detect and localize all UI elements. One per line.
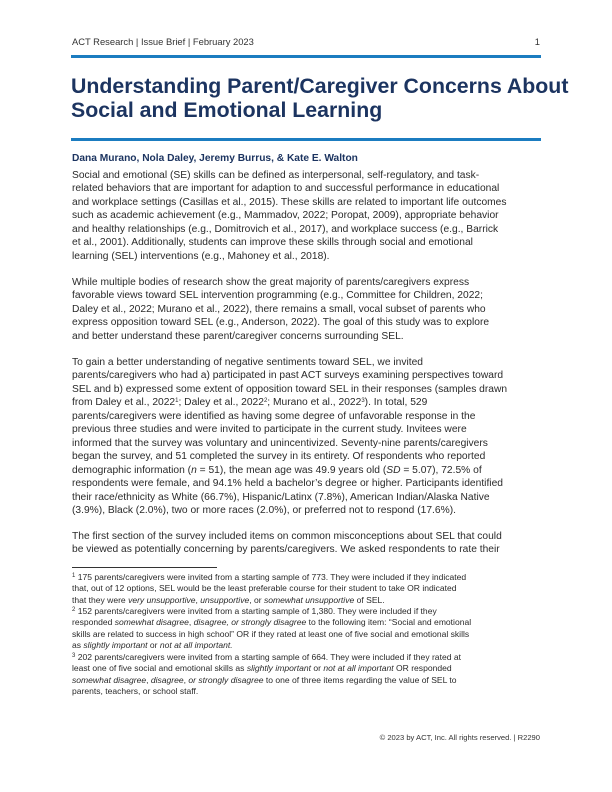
italic-text: somewhat unsupportive bbox=[263, 594, 355, 605]
footnote-marker[interactable]: 2 bbox=[72, 607, 76, 613]
text-segment: ). In total, 529 bbox=[364, 397, 428, 409]
footnote-marker[interactable]: 3 bbox=[72, 653, 76, 659]
text-line: learning (SEL) interventions (e.g., Mahoney et al., 2018). bbox=[72, 250, 330, 262]
text-segment: OR responded bbox=[393, 663, 452, 674]
text-segment: , or bbox=[249, 594, 264, 605]
text-line: skills are related to success in high school” OR if they rated at least one of five social and emotional skills bbox=[72, 628, 470, 639]
italic-text: slightly important bbox=[83, 640, 148, 651]
text-segment: , bbox=[195, 594, 201, 605]
text-line: previous three studies and were invited to participate in the current study. Invitees were bbox=[72, 424, 467, 436]
text-line bbox=[72, 617, 471, 628]
text-line: (3.9%), Black (2.0%), two or more races (2.0%), or preferred not to respond (17.6%). bbox=[72, 504, 456, 516]
text-segment: = 5.07), 72.5% of bbox=[400, 464, 482, 476]
text-line: et al., 2001). Additionally, students can improve these skills through social and emotional bbox=[72, 237, 473, 249]
italic-text: disagree, or strongly disagree bbox=[193, 617, 307, 628]
footnote-marker[interactable]: 1 bbox=[72, 573, 76, 579]
title-line: Understanding Parent/Caregiver Concerns About bbox=[71, 74, 569, 98]
text-segment: responded bbox=[72, 617, 115, 628]
italic-text: not at all important bbox=[323, 663, 394, 674]
text-line bbox=[72, 606, 471, 617]
text-segment: 202 parents/caregivers were invited from a starting sample of 664. They were included if they rated at bbox=[75, 652, 461, 662]
text-line: Daley et al., 2022; Murano et al., 2022), there remains a small, vocal subset of parents who bbox=[72, 303, 486, 315]
text-segment: = 51), the mean age was 49.9 years old ( bbox=[196, 464, 387, 476]
text-segment: to the following item: “Social and emotional bbox=[306, 617, 472, 628]
text-line bbox=[72, 652, 461, 663]
italic-text: SD bbox=[386, 464, 401, 476]
text-line: informed that the survey was voluntary and unincentivized. Seventy-nine parents/caregivers bbox=[72, 437, 488, 449]
text-segment: of SEL. bbox=[354, 594, 385, 605]
text-segment: as bbox=[72, 640, 84, 651]
authors: Dana Murano, Nola Daley, Jeremy Burrus, & Kate E. Walton bbox=[72, 153, 358, 164]
text-line bbox=[72, 595, 466, 606]
text-segment: or bbox=[147, 640, 160, 651]
italic-text: unsupportive bbox=[200, 594, 250, 605]
paragraph-intro bbox=[72, 169, 507, 263]
text-line: SEL and b) expressed some extent of opposition toward SEL in their responses (samples drawn bbox=[72, 383, 508, 395]
text-segment: , bbox=[188, 617, 194, 628]
text-line: favorable views toward SEL intervention programming (e.g., Committee for Children, 2022; bbox=[72, 290, 483, 302]
text-line: parents, teachers, or school staff. bbox=[72, 686, 199, 697]
text-segment: 152 parents/caregivers were invited from a starting sample of 1,380. They were included if they bbox=[75, 606, 437, 616]
text-segment: or bbox=[310, 663, 324, 674]
footnote-rule bbox=[72, 567, 217, 568]
text-line: and healthy relationships (e.g., Domitrovich et al., 2017), and workplace success (e.g., Barrick bbox=[72, 223, 499, 235]
italic-text: very unsupportive bbox=[128, 594, 196, 605]
text-line: be viewed as potentially concerning by parents/caregivers. We asked respondents to rate their bbox=[72, 544, 500, 556]
italic-text: n bbox=[191, 464, 197, 476]
text-segment: 175 parents/caregivers were invited from a starting sample of 773. They were included if they indicated bbox=[75, 572, 467, 582]
italic-text: slightly important bbox=[246, 663, 311, 674]
running-header: ACT Research | Issue Brief | February 2023 bbox=[72, 36, 254, 47]
text-line: parents/caregivers who had a) participated in past ACT surveys examining perspectives toward bbox=[72, 370, 504, 382]
footnote-marker[interactable]: 2 bbox=[263, 398, 268, 405]
page-number: 1 bbox=[534, 36, 540, 47]
paragraph-method bbox=[72, 356, 507, 517]
footnote-2 bbox=[72, 606, 471, 652]
italic-text: somewhat disagree bbox=[114, 617, 189, 628]
header-rule bbox=[71, 55, 541, 58]
italic-text: somewhat disagree bbox=[72, 674, 147, 685]
title-rule bbox=[71, 138, 541, 141]
italic-text: or strongly disagree bbox=[188, 674, 264, 685]
footnote-3 bbox=[72, 652, 461, 698]
text-segment: to one of three items regarding the value of SEL to bbox=[263, 674, 457, 685]
text-line: that, out of 12 options, SEL would be the least preferable course for their student to take OR indicated bbox=[72, 583, 457, 594]
text-segment: , bbox=[146, 674, 151, 685]
paragraph-background bbox=[72, 276, 489, 343]
footnote-marker[interactable]: 3 bbox=[361, 398, 365, 405]
page-title bbox=[71, 74, 568, 122]
text-line bbox=[72, 396, 507, 409]
italic-text: not at all important. bbox=[159, 640, 233, 651]
text-line: and better understand these parent/caregiver concerns surrounding SEL. bbox=[72, 330, 404, 342]
text-segment: least one of five social and emotional skills as bbox=[72, 663, 247, 674]
text-line bbox=[72, 572, 466, 583]
copyright-footer: © 2023 by ACT, Inc. All rights reserved. | R2290 bbox=[379, 733, 540, 742]
text-segment: from Daley et al., 2022 bbox=[72, 397, 176, 409]
text-line bbox=[72, 640, 471, 651]
title-line: Social and Emotional Learning bbox=[71, 98, 383, 122]
text-line: such as academic achievement (e.g., Mammadov, 2022; Poropat, 2009), appropriate behavior bbox=[72, 210, 499, 222]
paragraph-survey bbox=[72, 530, 502, 557]
text-line bbox=[72, 464, 507, 477]
text-segment: , bbox=[183, 674, 189, 685]
text-segment: demographic information ( bbox=[72, 464, 192, 476]
text-segment: ; Murano et al., 2022 bbox=[267, 397, 362, 409]
text-line: The first section of the survey included items on common misconceptions about SEL that could bbox=[72, 531, 502, 542]
text-segment: that they were bbox=[72, 594, 129, 605]
text-line: respondents were female, and 94.1% held a bachelor’s degree or higher. Participants identified bbox=[72, 478, 503, 490]
text-line: began the survey, and 51 completed the survey in its entirety. Of respondents who reported bbox=[72, 451, 486, 463]
text-line: While multiple bodies of research show the great majority of parents/caregivers express bbox=[72, 277, 470, 288]
italic-text: disagree bbox=[150, 674, 184, 685]
text-line: To gain a better understanding of negative sentiments toward SEL, we invited bbox=[72, 357, 423, 368]
text-line: express opposition toward SEL (e.g., Anderson, 2022). The goal of this study was to explore bbox=[72, 317, 490, 329]
footnote-marker[interactable]: 1 bbox=[175, 398, 179, 405]
footnote-1 bbox=[72, 572, 466, 606]
text-line: their race/ethnicity as White (66.7%), Hispanic/Latinx (7.8%), American Indian/Alaska Native bbox=[72, 491, 490, 503]
text-segment: ; Daley et al., 2022 bbox=[178, 397, 264, 409]
text-line: Social and emotional (SE) skills can be defined as interpersonal, self-regulatory, and task- bbox=[72, 170, 480, 181]
text-line bbox=[72, 675, 461, 686]
text-line: related behaviors that are important for adaption to and successful performance in educational bbox=[72, 183, 500, 195]
text-line bbox=[72, 663, 461, 674]
text-line: parents/caregivers were identified as having some degree of unfavorable response in the bbox=[72, 410, 476, 422]
text-line: and workplace settings (Casillas et al., 2015). These skills are related to important life outcomes bbox=[72, 196, 507, 208]
